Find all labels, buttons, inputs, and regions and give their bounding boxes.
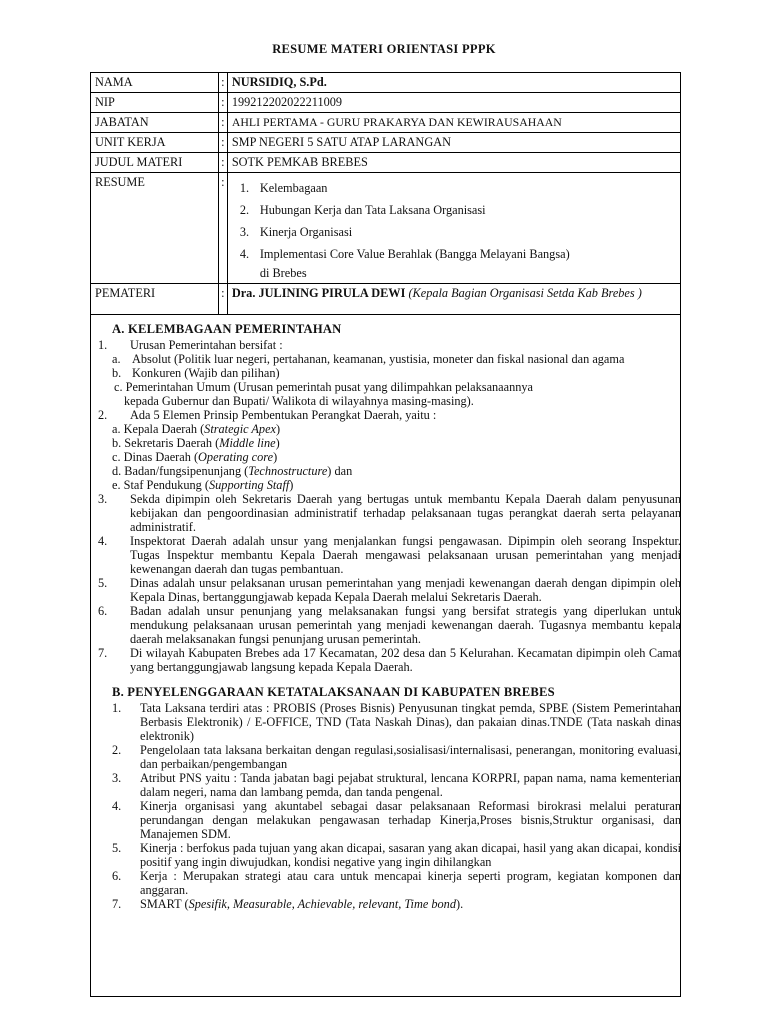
list-item: 6. Badan adalah unsur penunjang yang melaksanakan fungsi yang bersifat strategis yang diperlukan untuk mendukung pelaksanaan urusan pemerintah yang menjadi kewenangan daerah. Tugasnya membantu kepala daerah melaksanakan fungsi penunjang urusan pemerintah. bbox=[98, 604, 681, 646]
resume-item: 2. Hubungan Kerja dan Tata Laksana Organisasi bbox=[239, 203, 486, 217]
colon: : bbox=[218, 133, 227, 153]
resume-item: 3. Kinerja Organisasi bbox=[239, 225, 353, 239]
label-pemateri: PEMATERI bbox=[91, 284, 219, 315]
element-item: c. Dinas Daerah (Operating core) bbox=[112, 450, 278, 464]
value-unit-kerja: SMP NEGERI 5 SATU ATAP LARANGAN bbox=[227, 133, 680, 153]
colon: : bbox=[218, 93, 227, 113]
resume-item-continuation: di Brebes bbox=[259, 266, 307, 280]
label-nip: NIP bbox=[91, 93, 219, 113]
label-nama: NAMA bbox=[91, 73, 219, 93]
content-body bbox=[98, 322, 681, 911]
pemateri-name: Dra. JULINING PIRULA DEWI bbox=[231, 286, 406, 300]
list-subitem: b. Konkuren (Wajib dan pilihan) bbox=[112, 366, 280, 380]
pemateri-note: (Kepala Bagian Organisasi Setda Kab Brebes ) bbox=[408, 286, 642, 300]
colon: : bbox=[218, 113, 227, 133]
resume-list bbox=[227, 173, 680, 284]
list-item: 7. SMART (Spesifik, Measurable, Achievable, relevant, Time bond). bbox=[112, 897, 464, 911]
value-jabatan: AHLI PERTAMA - GURU PRAKARYA DAN KEWIRAUSAHAAN bbox=[227, 113, 680, 133]
list-item: 3. Atribut PNS yaitu : Tanda jabatan bagi pejabat struktural, lencana KORPRI, papan nama, nama kementerian dalam negeri, nama dan lambang pemda, dan tanda pengenal. bbox=[112, 771, 681, 799]
info-row-nip bbox=[91, 93, 681, 113]
colon: : bbox=[218, 153, 227, 173]
list-item: 4. Kinerja organisasi yang akuntabel sebagai dasar pelaksanaan Reformasi birokrasi melalui peraturan perundangan dengan melakukan pengawasan terhadap Kinerja,Proses bisnis,Struktur organisasi, dan Manajemen SDM. bbox=[112, 799, 681, 841]
list-item: 1. Tata Laksana terdiri atas : PROBIS (Proses Bisnis) Penyusunan tingkat pemda, SPBE (Sistem Pemerintahan Berbasis Elektronik) / E-OFFICE, TND (Tata Naskah Dinas), dan pakaian dinas.TNDE (Tata naskah dinas elektronik) bbox=[112, 701, 681, 743]
value-judul-materi: SOTK PEMKAB BREBES bbox=[227, 153, 680, 173]
element-item: e. Staf Pendukung (Supporting Staff) bbox=[112, 478, 294, 492]
info-row-jabatan bbox=[91, 113, 681, 133]
list-item: 2. Pengelolaan tata laksana berkaitan dengan regulasi,sosialisasi/internalisasi, penerangan, monitoring evaluasi, dan perbaikan/pengembangan bbox=[112, 743, 681, 771]
info-row-judul-materi bbox=[91, 153, 681, 173]
list-subitem: c. Pemerintahan Umum (Urusan pemerintah pusat yang dilimpahkan pelaksanaannya bbox=[114, 380, 533, 394]
label-judul-materi: JUDUL MATERI bbox=[91, 153, 219, 173]
label-jabatan: JABATAN bbox=[91, 113, 219, 133]
element-item: a. Kepala Daerah (Strategic Apex) bbox=[112, 422, 281, 436]
list-item: 1. Urusan Pemerintahan bersifat : bbox=[98, 338, 283, 352]
element-item: d. Badan/fungsipenunjang (Technostructure) dan bbox=[112, 464, 353, 478]
info-row-nama bbox=[91, 73, 681, 93]
colon: : bbox=[218, 284, 227, 315]
section-b-heading: B. PENYELENGGARAAN KETATALAKSANAAN DI KABUPATEN BREBES bbox=[112, 685, 555, 699]
colon: : bbox=[218, 173, 227, 284]
label-resume: RESUME bbox=[91, 173, 219, 284]
resume-item: 4. Implementasi Core Value Berahlak (Bangga Melayani Bangsa) bbox=[239, 247, 570, 261]
list-item: 2. Ada 5 Elemen Prinsip Pembentukan Perangkat Daerah, yaitu : bbox=[98, 408, 437, 422]
value-nama: NURSIDIQ, S.Pd. bbox=[227, 73, 680, 93]
section-a-heading: A. KELEMBAGAAN PEMERINTAHAN bbox=[112, 322, 342, 336]
element-item: b. Sekretaris Daerah (Middle line) bbox=[112, 436, 280, 450]
document-title: RESUME MATERI ORIENTASI PPPK bbox=[272, 42, 496, 56]
resume-item: 1. Kelembagaan bbox=[239, 181, 328, 195]
list-item: 6. Kerja : Merupakan strategi atau cara untuk mencapai kinerja seperti program, kegiatan komponen dan anggaran. bbox=[112, 869, 681, 897]
list-item: 3. Sekda dipimpin oleh Sekretaris Daerah yang bertugas untuk membantu Kepala Daerah dalam penyusunan kebijakan dan pengoordinasian administratif terhadap pelaksanaan tugas perangkat daerah serta pelayanan administratif. bbox=[98, 492, 681, 534]
list-item: 4. Inspektorat Daerah adalah unsur yang menjalankan fungsi pengawasan. Dipimpin oleh seorang Inspektur. Tugas Inspektur membantu Kepala Daerah mengawasi pelaksanaan urusan pemerintahan yang menjadi kewenangan daerah dan tugas pembantuan. bbox=[98, 534, 681, 576]
colon: : bbox=[218, 73, 227, 93]
info-table bbox=[90, 72, 681, 315]
info-row-unit-kerja bbox=[91, 133, 681, 153]
list-subitem-continuation: kepada Gubernur dan Bupati/ Walikota di wilayahnya masing-masing). bbox=[124, 394, 474, 408]
info-row-resume bbox=[91, 173, 681, 284]
section-gap bbox=[98, 674, 681, 685]
label-unit-kerja: UNIT KERJA bbox=[91, 133, 219, 153]
value-nip: 199212202022211009 bbox=[227, 93, 680, 113]
list-item: 5. Kinerja : berfokus pada tujuan yang akan dicapai, sasaran yang akan dicapai, hasil yang akan dicapai, kondisi positif yang ingin diwujudkan, kondisi negative yang ingin dihilangkan bbox=[112, 841, 681, 869]
list-item: 7. Di wilayah Kabupaten Brebes ada 17 Kecamatan, 202 desa dan 5 Kelurahan. Kecamatan dipimpin oleh Camat yang bertanggungjawab langsung kepada Kepala Daerah. bbox=[98, 646, 681, 674]
list-item: 5. Dinas adalah unsur pelaksanan urusan pemerintahan yang menjadi kewenangan daerah dengan dipimpin oleh Kepala Dinas, bertanggungjawab kepada Kepala Daerah melalui Sekretaris Daerah. bbox=[98, 576, 681, 604]
list-subitem: a. Absolut (Politik luar negeri, pertahanan, keamanan, yustisia, moneter dan fiskal nasional dan agama bbox=[112, 352, 625, 366]
